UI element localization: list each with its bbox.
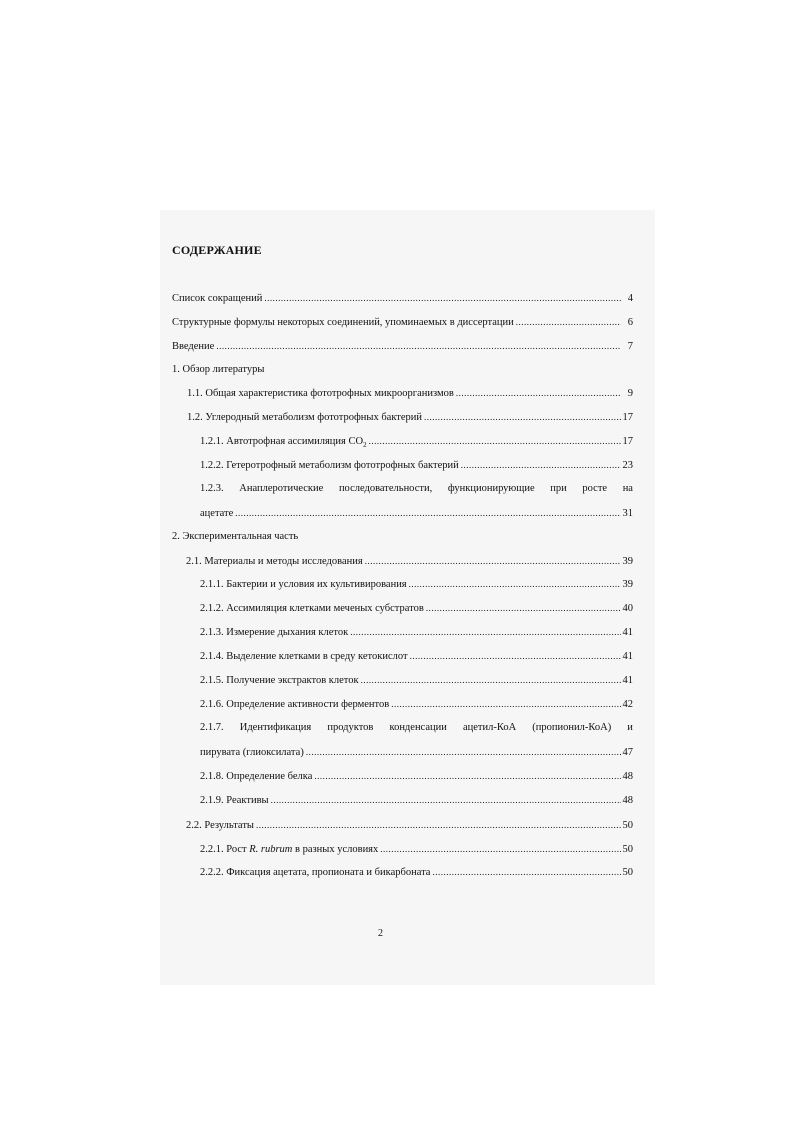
toc-entry: 2.2.2. Фиксация ацетата, пропионата и бикарбоната ..... 50: [200, 864, 633, 880]
toc-entry-wrapped-line: 1.2.3. Анаплеротические последовательности, функционирующие при росте на: [200, 483, 633, 494]
toc-entry: 2.1.9. Реактивы ..... 48: [200, 792, 633, 808]
toc-entry: 2.1.4. Выделение клетками в среду кетокислот ..... 41: [200, 648, 633, 664]
toc-entry: 2.1.2. Ассимиляция клетками меченых субстратов ..... 40: [200, 600, 633, 616]
toc-entry: ацетате ..... 31: [200, 505, 633, 521]
toc-entry: 2.1. Материалы и методы исследования ..... 39: [186, 553, 633, 569]
toc-entry: Введение ..... 7: [172, 338, 633, 354]
toc-entry: 1.1. Общая характеристика фототрофных микроорганизмов ..... 9: [187, 385, 633, 401]
toc-entry: 2.1.6. Определение активности ферментов ..... 42: [200, 696, 633, 712]
toc-section-heading: 2. Экспериментальная часть: [172, 531, 299, 542]
toc-entry: 1.2.2. Гетеротрофный метаболизм фототрофных бактерий ..... 23: [200, 457, 633, 473]
toc-entry: 2.2. Результаты ..... 50: [186, 817, 633, 833]
page-number: 2: [378, 928, 383, 939]
toc-entry: 1.2.1. Автотрофная ассимиляция $CO_2$ ..... 17: [200, 433, 633, 449]
toc-entry: 1.2. Углеродный метаболизм фототрофных бактерий ..... 17: [187, 409, 633, 425]
toc-entry: 2.1.3. Измерение дыхания клеток ..... 41: [200, 624, 633, 640]
toc-section-heading: 1. Обзор литературы: [172, 364, 265, 375]
toc-entry: 2.1.8. Определение белка ..... 48: [200, 768, 633, 784]
toc-entry: 2.1.1. Бактерии и условия их культивирования ..... 39: [200, 576, 633, 592]
toc-entry: 2.2.1. Рост R. rubrum в разных условиях ..... 50: [200, 841, 633, 857]
page-title: СОДЕРЖАНИЕ: [172, 243, 262, 257]
toc-entry-wrapped-line: 2.1.7. Идентификация продуктов конденсации ацетил-КоА (пропионил-КоА) и: [200, 722, 633, 733]
toc-entry: Структурные формулы некоторых соединений, упоминаемых в диссертации ..... 6: [172, 314, 633, 330]
toc-entry: 2.1.5. Получение экстрактов клеток ..... 41: [200, 672, 633, 688]
toc-entry: Список сокращений ..... 4: [172, 290, 633, 306]
toc-entry: пирувата (глиоксилата) ..... 47: [200, 744, 633, 760]
